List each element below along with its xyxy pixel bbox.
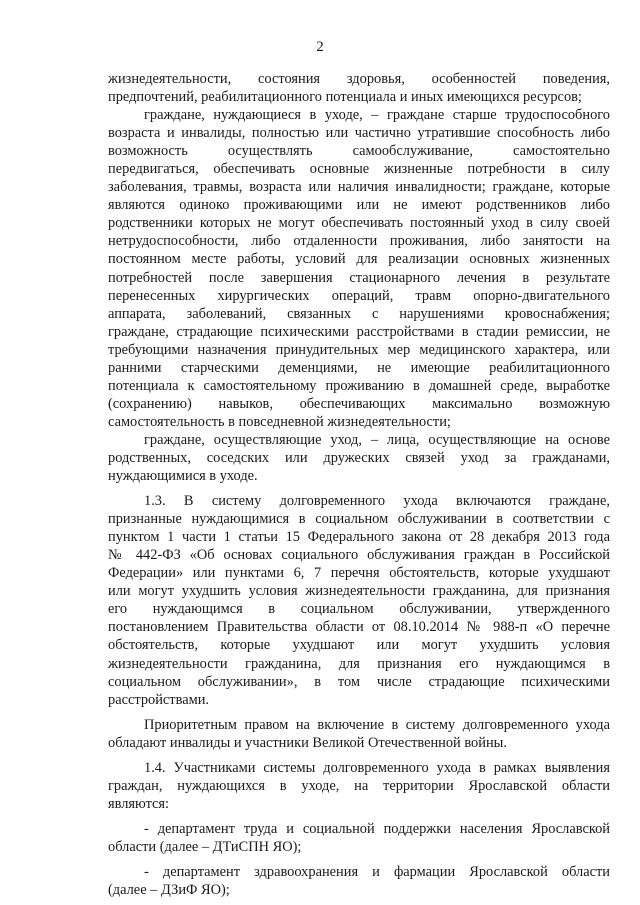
list-item [108, 863, 610, 899]
paragraph [108, 431, 610, 485]
list-item [108, 820, 610, 856]
text-line: возможность осуществлять самообслуживание, самостоятельно [108, 143, 610, 160]
text-line: Приоритетным правом на включение в систему долговременного ухода [144, 716, 610, 733]
text-line: возраста и инвалиды, полностью или частично утратившие способность либо [108, 125, 610, 142]
text-line: потенциала к самостоятельному проживанию в домашней среде, выработке [108, 377, 610, 394]
paragraph-spacer [108, 752, 610, 759]
paragraph [108, 70, 610, 106]
paragraph-spacer [108, 485, 610, 492]
text-line: жизнедеятельности, состояния здоровья, особенностей поведения, [108, 71, 610, 87]
text-line: 1.3. В систему долговременного ухода включаются граждане, [144, 493, 610, 510]
text-line: граждан, нуждающихся в уходе, на территории Ярославской области [108, 777, 610, 794]
text-line: его нуждающимся в социальном обслуживании, утвержденного [108, 601, 610, 618]
paragraph-spacer [108, 709, 610, 716]
text-line: аппарата, заболеваний, связанных с нарушениями кровоснабжения; [108, 305, 610, 322]
text-line: признанные нуждающимися в социальном обслуживании в соответствии с [108, 511, 610, 528]
text-line: Федерации» или пунктами 6, 7 перечня обстоятельств, которые ухудшают [108, 565, 610, 582]
text-line: - департамент здравоохранения и фармации Ярославской области [144, 863, 610, 880]
text-line: родственных, соседских или дружеских связей уход за гражданами, [108, 449, 610, 466]
text-line: жизнедеятельности гражданина, для признания его нуждающимся в [108, 655, 610, 672]
paragraph [108, 106, 610, 431]
text-line: 1.4. Участниками системы долговременного ухода в рамках выявления [144, 759, 610, 776]
paragraph-section-1-4 [108, 759, 610, 813]
text-line: граждане, страдающие психическими расстройствами в стадии ремиссии, не [108, 323, 610, 340]
text-line: № 442-ФЗ «Об основах социального обслуживания граждан в Российской [108, 547, 610, 564]
text-line: перенесенных хирургических операций, травм опорно-двигательного [108, 287, 610, 304]
text-line: нетрудоспособности, либо отдаленности проживания, либо занятости на [108, 233, 610, 250]
text-line: постоянном месте работы, условий для реализации основных жизненных [108, 251, 610, 268]
paragraph [108, 716, 610, 752]
text-line: нуждающимися в уходе. [108, 468, 258, 485]
text-line: потребностей после завершения стационарного лечения в результате [108, 269, 610, 286]
text-line: обладают инвалиды и участники Великой Отечественной войны. [108, 734, 507, 751]
text-line: являются: [108, 795, 170, 812]
text-line: самостоятельность в повседневной жизнедеятельности; [108, 413, 451, 430]
paragraph-section-1-3 [108, 492, 610, 709]
text-line: родственники которых не могут обеспечивать постоянный уход в силу своей [108, 215, 610, 232]
text-line: области (далее – ДТиСПН ЯО); [108, 838, 302, 855]
text-line: (далее – ДЗиФ ЯО); [108, 882, 230, 899]
document-body [108, 70, 610, 899]
text-line: обстоятельств, которые ухудшают или могут ухудшить условия [108, 637, 610, 654]
text-line: требующими назначения принудительных мер медицинского характера, или [108, 341, 610, 358]
text-line: социальном обслуживании», в том числе страдающие психическими [108, 673, 610, 690]
paragraph-spacer [108, 856, 610, 863]
page-number: 2 [316, 39, 324, 55]
text-line: передвигаться, обеспечивать основные жизненные потребности в силу [108, 161, 610, 178]
text-line: пунктом 1 части 1 статьи 15 Федерального закона от 28 декабря 2013 года [108, 529, 610, 546]
text-line: или могут ухудшить условия жизнедеятельности гражданина, для признания [108, 583, 610, 600]
text-line: предпочтений, реабилитационного потенциала и иных имеющихся ресурсов; [108, 89, 582, 106]
text-line: заболевания, травмы, возраста или наличия инвалидности; граждане, которые [108, 179, 610, 196]
text-line: (сохранению) навыков, обеспечивающих максимально возможную [108, 395, 610, 412]
text-line: расстройствами. [108, 691, 209, 708]
text-line: - департамент труда и социальной поддержки населения Ярославской [144, 820, 610, 837]
paragraph-spacer [108, 813, 610, 820]
text-line: граждане, осуществляющие уход, – лица, осуществляющие на основе [144, 431, 610, 448]
text-line: ранними старческими деменциями, не имеющие реабилитационного [108, 359, 610, 376]
text-line: постановлением Правительства области от 08.10.2014 № 988-п «О перечне [108, 619, 610, 636]
text-line: являются одиноко проживающими или не имеют родственников либо [108, 197, 610, 214]
text-line: граждане, нуждающиеся в уходе, – граждане старше трудоспособного [144, 107, 610, 124]
